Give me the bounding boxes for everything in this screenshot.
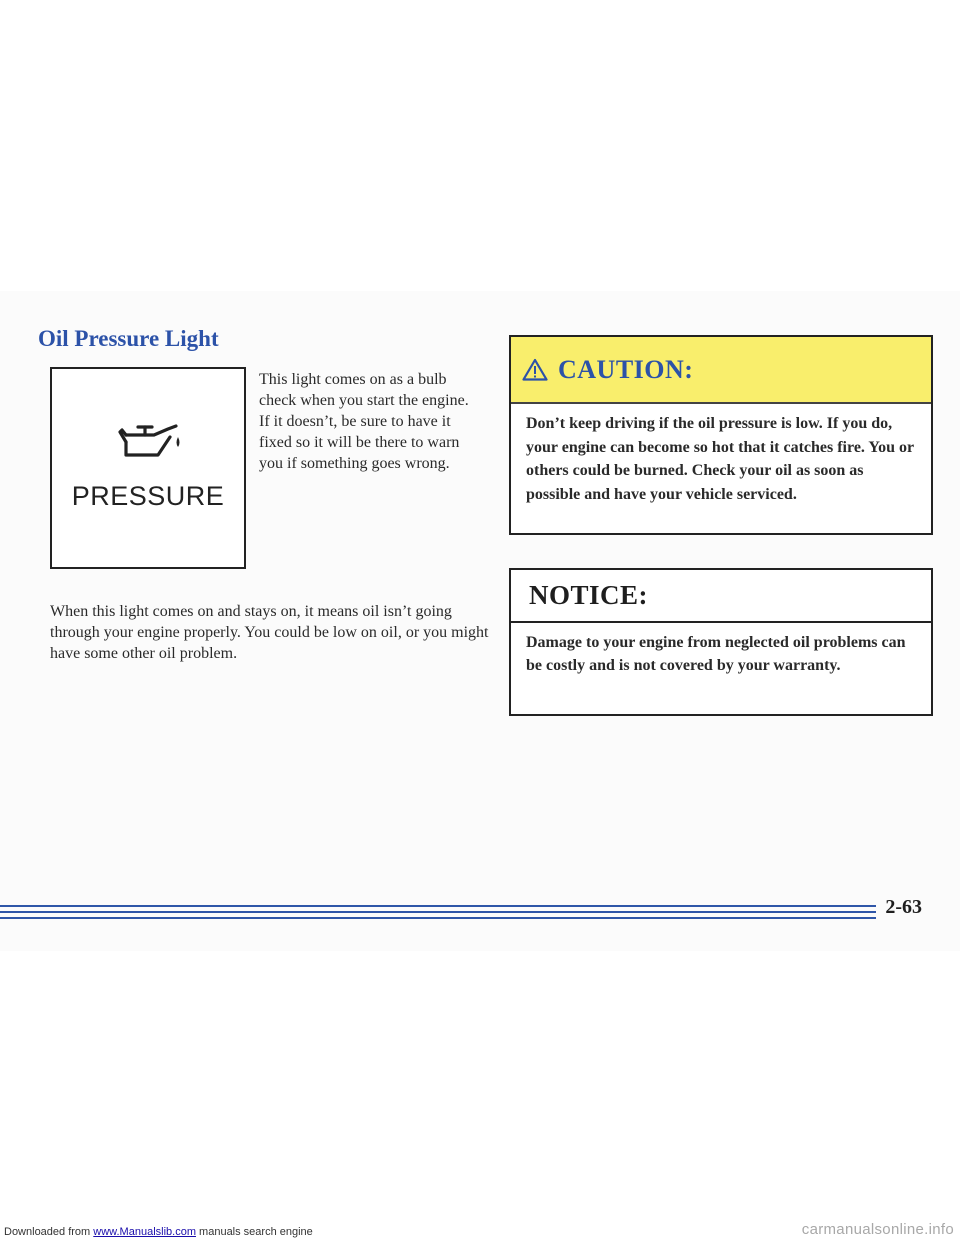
caution-text: Don’t keep driving if the oil pressure is low. If you do, your engine can become so hot that it catches fire. You or others could be burned. Check your oil as soon as possible and have your vehicle serviced. xyxy=(526,415,914,503)
oil-pressure-icon-panel xyxy=(50,367,246,569)
watermark: carmanualsonline.info xyxy=(801,1221,954,1238)
oil-can-icon xyxy=(118,413,184,463)
oil-light-explanation-text: When this light comes on and stays on, it means oil isn’t going through your engine properly. You could be low on oil, or you might have some other oil problem. xyxy=(50,603,489,662)
manualslib-link[interactable]: www.Manualslib.com xyxy=(93,1226,196,1238)
pressure-label: PRESSURE xyxy=(71,481,225,511)
notice-title: NOTICE: xyxy=(529,580,649,610)
footer-suffix: manuals search engine xyxy=(199,1226,313,1238)
page-number: 2-63 xyxy=(885,896,922,918)
warning-triangle-icon xyxy=(522,358,548,381)
section-title: Oil Pressure Light xyxy=(38,326,219,351)
footer-rule-top xyxy=(0,905,876,907)
footer-prefix: Downloaded from xyxy=(4,1226,91,1238)
notice-header xyxy=(511,570,931,623)
bulb-check-text: This light comes on as a bulb check when you start the engine. If it doesn’t, be sure to have it fixed so it will be there to warn you if something goes wrong. xyxy=(259,371,469,472)
footer-rule-bottom xyxy=(0,917,876,919)
notice-box xyxy=(509,568,933,716)
caution-box xyxy=(509,335,933,535)
notice-text: Damage to your engine from neglected oil problems can be costly and is not covered by your warranty. xyxy=(526,634,906,674)
footer-rule-middle xyxy=(0,911,876,913)
caution-title: CAUTION: xyxy=(558,354,694,384)
caution-header xyxy=(511,337,931,404)
download-footer xyxy=(4,1226,313,1238)
